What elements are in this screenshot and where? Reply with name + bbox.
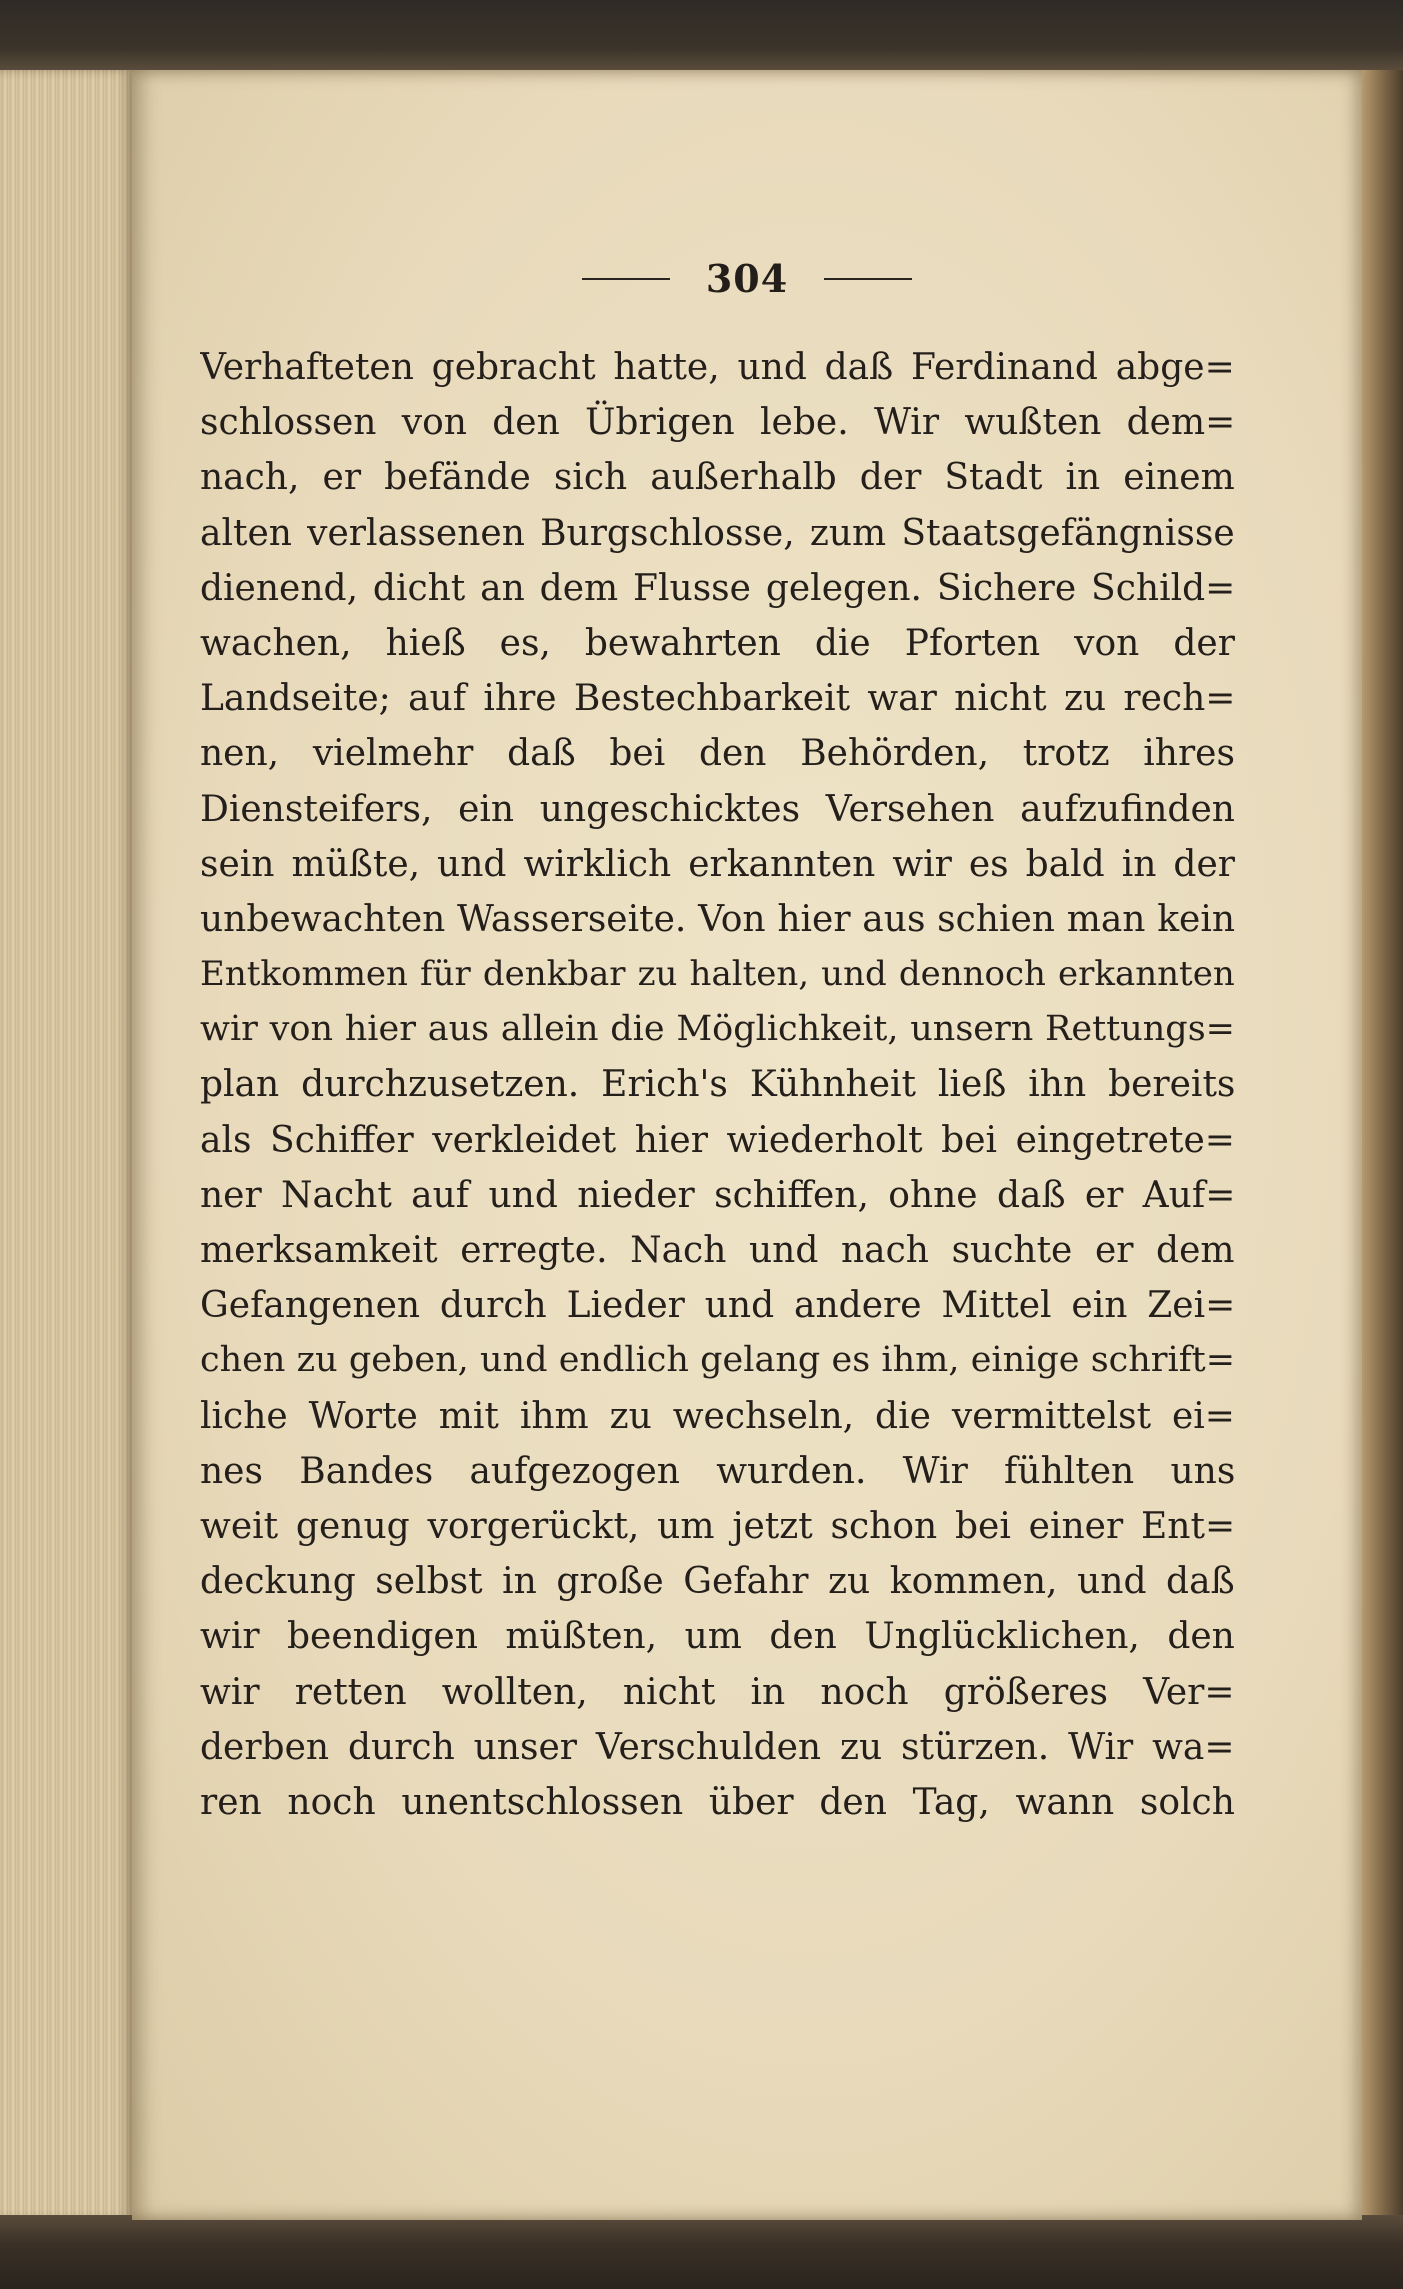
text-line: ren noch unentschlossen über den Tag, wann solch xyxy=(200,1781,1235,1823)
book-top-edge xyxy=(0,0,1403,70)
text-line: schlossen von den Übrigen lebe. Wir wußten dem= xyxy=(200,402,1235,444)
header-rule-left xyxy=(582,278,670,280)
text-line: nes Bandes aufgezogen wurden. Wir fühlten uns xyxy=(200,1450,1235,1492)
text-line: Gefangenen durch Lieder und andere Mittel ein Zei= xyxy=(200,1285,1235,1327)
text-line: Verhafteten gebracht hatte, und daß Ferdinand abge= xyxy=(200,347,1235,388)
text-line: nen, vielmehr daß bei den Behörden, trotz ihres xyxy=(200,733,1235,775)
text-line: unbewachten Wasserseite. Von hier aus schien man kein xyxy=(200,898,1235,940)
text-line: wachen, hieß es, bewahrten die Pforten von der xyxy=(200,622,1235,664)
text-line: merksamkeit erregte. Nach und nach suchte er dem xyxy=(200,1230,1235,1271)
text-line: liche Worte mit ihm zu wechseln, die vermittelst ei= xyxy=(200,1395,1235,1437)
header-rule-right xyxy=(824,278,912,280)
page-number: 304 xyxy=(705,256,789,301)
text-line: alten verlassenen Burgschlosse, zum Staatsgefängnisse xyxy=(200,512,1235,554)
text-line: Landseite; auf ihre Bestechbarkeit war nicht zu rech= xyxy=(200,678,1235,720)
text-line: sein müßte, und wirklich erkannten wir es bald in der xyxy=(200,843,1235,885)
text-line: nach, er befände sich außerhalb der Stadt in einem xyxy=(200,457,1235,499)
book-bottom-edge xyxy=(0,2215,1403,2289)
text-line: chen zu geben, und endlich gelang es ihm, einige schrift= xyxy=(200,1340,1235,1381)
text-line: wir beendigen müßten, um den Unglücklichen, den xyxy=(200,1616,1235,1658)
body-text xyxy=(200,340,1235,1830)
text-line: wir retten wollten, nicht in noch größeres Ver= xyxy=(200,1671,1235,1713)
page-header xyxy=(132,256,1362,301)
text-line: als Schiffer verkleidet hier wiederholt bei eingetrete= xyxy=(200,1119,1235,1161)
text-line: dienend, dicht an dem Flusse gelegen. Sichere Schild= xyxy=(200,567,1235,609)
text-line: weit genug vorgerückt, um jetzt schon bei einer Ent= xyxy=(200,1505,1235,1547)
page-stack-left xyxy=(0,70,132,2220)
text-line: Diensteifers, ein ungeschicktes Versehen aufzufinden xyxy=(200,788,1235,830)
text-line: plan durchzusetzen. Erich's Kühnheit ließ ihn bereits xyxy=(200,1064,1235,1106)
text-line: deckung selbst in große Gefahr zu kommen, und daß xyxy=(200,1561,1235,1603)
text-line: wir von hier aus allein die Möglichkeit, unsern Rettungs= xyxy=(200,1009,1235,1050)
text-line: ner Nacht auf und nieder schiffen, ohne daß er Auf= xyxy=(200,1174,1235,1216)
page-stack-right xyxy=(1362,70,1403,2220)
text-line: Entkommen für denkbar zu halten, und dennoch erkannten xyxy=(200,954,1235,995)
text-line: derben durch unser Verschulden zu stürzen. Wir wa= xyxy=(200,1726,1235,1768)
